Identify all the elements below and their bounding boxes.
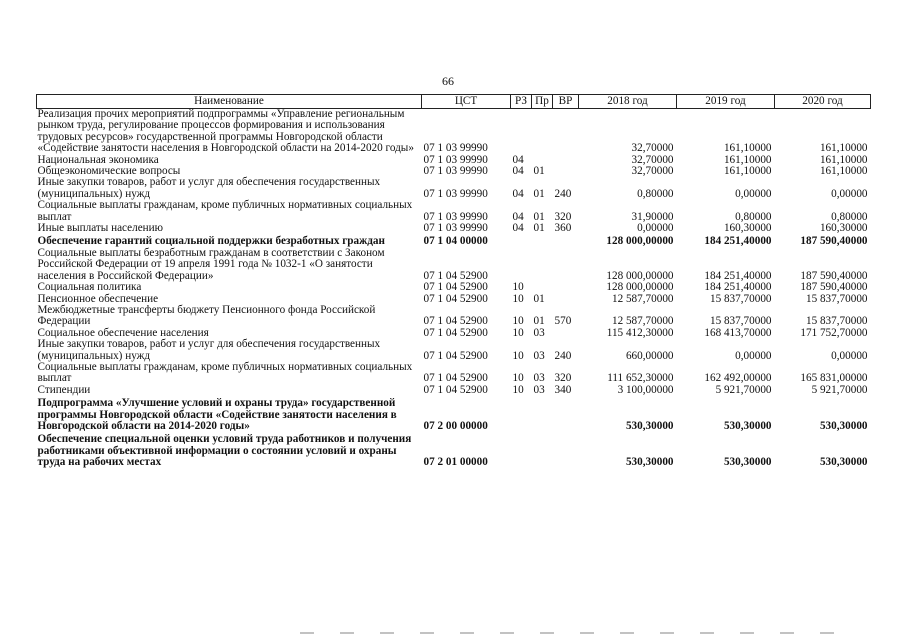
cell-name: Социальные выплаты безработным гражданам в соответствии с Законом Российской Федерации от 19 апреля 1991 года № 1032-1 «О занятости населения в Российской Федерации»	[37, 246, 385, 282]
table-row	[37, 385, 871, 396]
cell-2018: 111 652,30000	[607, 372, 674, 385]
cell-name: Иные закупки товаров, работ и услуг для обеспечения государственных (муниципальных) нужд	[37, 338, 381, 362]
cell-cst: 07 1 03 99990	[423, 210, 488, 223]
cell-2020: 161,10000	[819, 153, 868, 166]
cell-rz: 10	[512, 372, 524, 385]
cell-pr	[532, 234, 553, 247]
cell-cst: 07 1 04 52900	[423, 281, 488, 294]
cell-2018: 32,70000	[631, 153, 674, 166]
table-row	[37, 223, 871, 234]
page-number: 66	[442, 74, 454, 88]
cell-2020: 15 837,70000	[805, 315, 868, 328]
table-row	[37, 177, 871, 200]
cell-name: Социальные выплаты гражданам, кроме публичных нормативных социальных выплат	[37, 360, 413, 385]
header-2019: 2019 год	[677, 95, 775, 109]
cell-pr: 01	[533, 315, 545, 328]
cell-vr	[553, 109, 579, 155]
cell-vr: 240	[554, 349, 572, 362]
cell-vr	[553, 248, 579, 282]
cell-cst: 07 1 04 52900	[423, 315, 488, 328]
cell-2020: 0,00000	[831, 349, 868, 362]
header-name: Наименование	[37, 95, 422, 109]
cell-cst: 07 1 03 99990	[423, 165, 488, 178]
cell-vr	[553, 294, 579, 305]
table-body	[37, 109, 871, 469]
header-cst: ЦСТ	[422, 95, 511, 109]
cell-2020: 160,30000	[819, 222, 868, 235]
cell-rz: 10	[512, 349, 524, 362]
cell-2018: 0,00000	[637, 222, 674, 235]
cell-2020: 187 590,40000	[800, 269, 868, 282]
table-row	[37, 109, 871, 155]
table-row	[37, 200, 871, 223]
table-row	[37, 432, 871, 468]
cell-pr	[532, 248, 553, 282]
cell-name: Межбюджетные трансферты бюджету Пенсионного фонда Российской Федерации	[37, 303, 376, 328]
cell-vr: 360	[554, 222, 572, 235]
cell-vr: 320	[554, 372, 572, 385]
cell-rz: 04	[512, 187, 524, 200]
cell-cst: 07 1 03 99990	[423, 222, 488, 235]
cell-2020: 5 921,70000	[811, 383, 868, 396]
cell-2019: 168 413,70000	[704, 326, 772, 339]
cell-name: Социальные выплаты гражданам, кроме публичных нормативных социальных выплат	[37, 199, 413, 223]
cell-2019: 0,00000	[735, 187, 772, 200]
cell-2019: 184 251,40000	[704, 235, 772, 248]
cell-name: Социальное обеспечение населения	[37, 326, 209, 339]
cell-cst: 07 1 03 99990	[423, 142, 488, 155]
cell-name: Пенсионное обеспечение	[37, 292, 159, 305]
cell-rz	[511, 396, 532, 432]
cell-cst: 07 2 01 00000	[423, 456, 488, 469]
cell-name: Социальная политика	[37, 281, 142, 294]
table-row	[37, 305, 871, 328]
cell-rz: 10	[512, 281, 524, 294]
cell-cst: 07 1 04 52900	[423, 372, 488, 385]
cell-2019: 0,80000	[735, 210, 772, 223]
header-vr: ВР	[553, 95, 579, 109]
cell-name: Подпрограмма «Улучшение условий и охраны труда» государственной программы Новгородской области «Содействие занятости населения в Новгородской области на 2014-2020 годы»	[37, 397, 397, 432]
cell-name: Обеспечение гарантий социальной поддержки безработных граждан	[37, 235, 385, 248]
cell-name: Общеэкономические вопросы	[37, 165, 181, 178]
cell-2019: 530,30000	[723, 456, 772, 469]
cell-vr: 570	[554, 315, 572, 328]
cell-cst: 07 1 03 99990	[423, 153, 488, 166]
cell-pr: 01	[533, 165, 545, 178]
cell-pr	[532, 396, 553, 432]
cell-vr	[553, 432, 579, 468]
cell-pr	[532, 432, 553, 468]
cell-2018: 32,70000	[631, 165, 674, 178]
cell-pr	[532, 109, 553, 155]
cell-cst: 07 2 00 00000	[423, 419, 488, 432]
table-row	[37, 248, 871, 282]
cell-2020: 161,10000	[819, 165, 868, 178]
cell-name: Национальная экономика	[37, 153, 159, 166]
cell-name: Обеспечение специальной оценки условий труда работников и получения работниками объективной информации о состоянии условий и охраны труда на рабочих местах	[37, 433, 412, 469]
cell-pr: 01	[533, 210, 545, 223]
cell-name: Иные выплаты населению	[37, 222, 163, 235]
cell-pr: 03	[533, 326, 545, 339]
cell-2019: 5 921,70000	[715, 383, 772, 396]
cell-2018: 32,70000	[631, 142, 674, 155]
cell-2019: 15 837,70000	[709, 315, 772, 328]
cell-cst: 07 1 04 52900	[423, 349, 488, 362]
cell-vr	[553, 282, 579, 293]
cell-2019: 530,30000	[723, 419, 772, 432]
cell-cst: 07 1 04 52900	[423, 383, 488, 396]
cell-2018: 530,30000	[625, 456, 674, 469]
cell-rz: 04	[512, 153, 524, 166]
header-pr: Пр	[532, 95, 553, 109]
cell-2019: 161,10000	[723, 153, 772, 166]
cell-2020: 530,30000	[819, 419, 868, 432]
cell-2018: 128 000,00000	[606, 235, 674, 248]
cell-vr: 240	[554, 187, 572, 200]
cell-2018: 128 000,00000	[606, 281, 674, 294]
cell-pr: 03	[533, 372, 545, 385]
cell-cst: 07 1 04 52900	[423, 292, 488, 305]
cell-2019: 184 251,40000	[704, 269, 772, 282]
table-header	[37, 95, 871, 109]
cell-vr: 340	[554, 383, 572, 396]
cell-rz	[511, 109, 532, 155]
cell-2018: 660,00000	[625, 349, 674, 362]
scan-artifact-line	[300, 632, 860, 634]
cell-2018: 3 100,00000	[617, 383, 674, 396]
cell-2020: 0,00000	[831, 187, 868, 200]
cell-vr	[553, 396, 579, 432]
cell-rz: 04	[512, 222, 524, 235]
cell-2020: 187 590,40000	[800, 235, 868, 248]
cell-2018: 530,30000	[625, 419, 674, 432]
cell-rz	[511, 234, 532, 247]
table-row	[37, 396, 871, 432]
cell-vr	[553, 234, 579, 247]
cell-2020: 530,30000	[819, 456, 868, 469]
cell-rz: 04	[512, 210, 524, 223]
cell-rz: 10	[512, 326, 524, 339]
cell-vr	[553, 166, 579, 177]
cell-2018: 0,80000	[637, 187, 674, 200]
cell-pr: 01	[533, 292, 545, 305]
cell-2018: 12 587,70000	[611, 292, 674, 305]
table-row	[37, 234, 871, 247]
cell-cst: 07 1 04 00000	[423, 235, 488, 248]
cell-2020: 187 590,40000	[800, 281, 868, 294]
cell-rz: 04	[512, 165, 524, 178]
cell-vr	[553, 328, 579, 339]
header-rz: РЗ	[511, 95, 532, 109]
cell-2019: 15 837,70000	[709, 292, 772, 305]
cell-2020: 165 831,00000	[800, 372, 868, 385]
table-row	[37, 339, 871, 362]
header-2018: 2018 год	[579, 95, 677, 109]
cell-2019: 184 251,40000	[704, 281, 772, 294]
cell-pr: 03	[533, 349, 545, 362]
cell-2019: 160,30000	[723, 222, 772, 235]
cell-2018: 12 587,70000	[611, 315, 674, 328]
cell-rz	[511, 248, 532, 282]
cell-rz	[511, 432, 532, 468]
cell-pr: 01	[533, 222, 545, 235]
cell-pr: 03	[533, 383, 545, 396]
cell-2019: 162 492,00000	[704, 372, 772, 385]
cell-vr	[553, 155, 579, 166]
cell-2020: 0,80000	[831, 210, 868, 223]
table-row	[37, 362, 871, 385]
cell-2020: 15 837,70000	[805, 292, 868, 305]
cell-name: Иные закупки товаров, работ и услуг для обеспечения государственных (муниципальных) нужд	[37, 176, 381, 200]
cell-2019: 161,10000	[723, 165, 772, 178]
cell-pr: 01	[533, 187, 545, 200]
cell-2019: 161,10000	[723, 142, 772, 155]
cell-cst: 07 1 04 52900	[423, 326, 488, 339]
cell-rz: 10	[512, 315, 524, 328]
cell-2020: 171 752,70000	[800, 326, 868, 339]
cell-cst: 07 1 03 99990	[423, 187, 488, 200]
cell-cst: 07 1 04 52900	[423, 269, 488, 282]
cell-name: Реализация прочих мероприятий подпрограммы «Управление региональным рынком труда, регулирование процессов формирования и использования трудовых ресурсов» государственной программы Новгородской области «Содействие занятости населения в Новгородской области на 2014-2020 годы»	[37, 108, 414, 155]
cell-rz: 10	[512, 383, 524, 396]
cell-2018: 31,90000	[631, 210, 674, 223]
cell-pr	[532, 282, 553, 293]
cell-2020: 161,10000	[819, 142, 868, 155]
table-row	[37, 282, 871, 293]
cell-2019: 0,00000	[735, 349, 772, 362]
cell-2018: 128 000,00000	[606, 269, 674, 282]
cell-name: Стипендии	[37, 383, 91, 396]
header-2020: 2020 год	[775, 95, 871, 109]
cell-vr: 320	[554, 210, 572, 223]
budget-table	[36, 94, 871, 469]
cell-2018: 115 412,30000	[606, 326, 674, 339]
cell-rz: 10	[512, 292, 524, 305]
